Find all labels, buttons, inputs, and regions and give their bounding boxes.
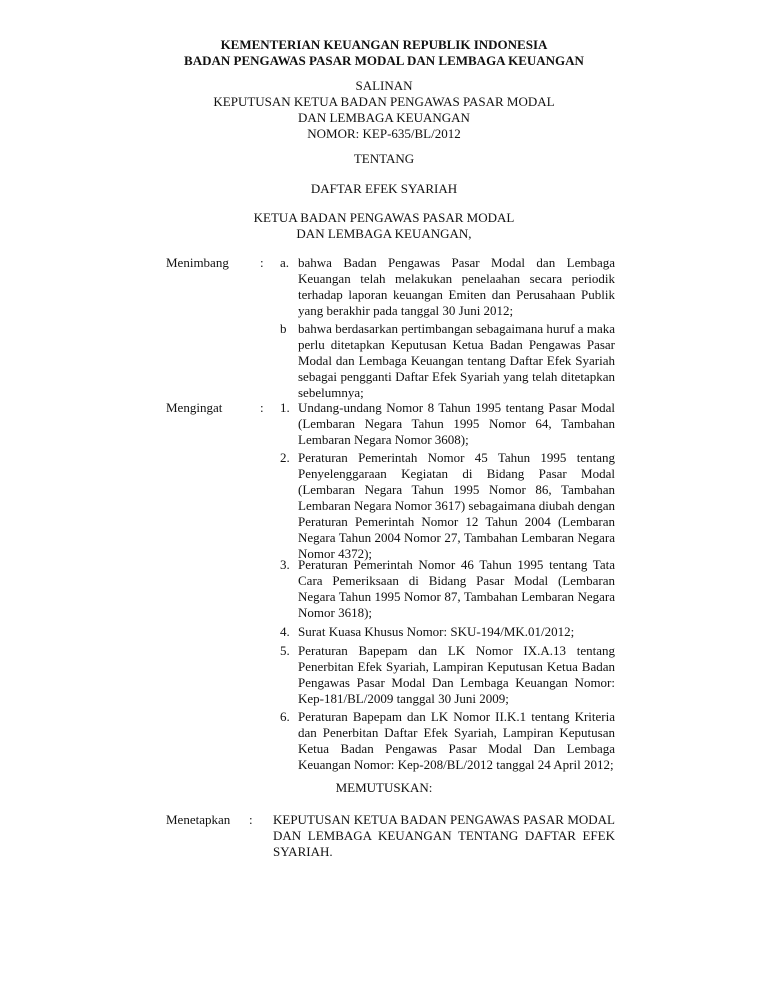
ketua-line-2: DAN LEMBAGA KEUANGAN, xyxy=(296,226,472,241)
mengingat-item-6 xyxy=(280,709,615,773)
mengingat-item-4 xyxy=(280,624,615,640)
menetapkan-label: Menetapkan xyxy=(166,812,231,827)
decree-title xyxy=(0,78,768,142)
mengingat-colon: : xyxy=(260,400,264,415)
title-line-2: DAN LEMBAGA KEUANGAN xyxy=(298,110,470,125)
item-marker: a. xyxy=(280,255,290,270)
tentang-label: TENTANG xyxy=(353,151,415,166)
header-line-2: BADAN PENGAWAS PASAR MODAL DAN LEMBAGA KEUANGAN xyxy=(184,53,584,68)
item-text: bahwa Badan Pengawas Pasar Modal dan Lembaga Keuangan telah melakukan penelaahan secara periodik terhadap laporan keuangan Emiten dan Perusahaan Publik yang berakhir pada tanggal 30 Juni 2012; xyxy=(298,255,615,318)
item-text: bahwa berdasarkan pertimbangan sebagaimana huruf a maka perlu ditetapkan Keputusan Ketua Badan Pengawas Pasar Modal dan Lembaga Keuangan tentang Daftar Efek Syariah sebagai pengganti Daftar Efek Syariah yang telah ditetapkan sebelumnya; xyxy=(298,321,615,400)
item-marker: 3. xyxy=(280,557,290,572)
menimbang-label: Menimbang xyxy=(166,255,229,270)
item-marker: 6. xyxy=(280,709,290,724)
header-line-1: KEMENTERIAN KEUANGAN REPUBLIK INDONESIA xyxy=(220,37,548,52)
memutuskan-heading: MEMUTUSKAN: xyxy=(335,780,433,795)
salinan-label: SALINAN xyxy=(355,78,413,93)
ministry-header xyxy=(0,37,768,69)
ketua-line-1: KETUA BADAN PENGAWAS PASAR MODAL xyxy=(253,210,515,225)
item-text: Peraturan Bapepam dan LK Nomor II.K.1 tentang Kriteria dan Penerbitan Daftar Efek Syariah, Lampiran Keputusan Ketua Badan Pengawas Pasar Modal Dan Lembaga Keuangan Nomor: Kep-208/BL/2012 tanggal 24 April 2012; xyxy=(298,709,615,772)
decree-subject: DAFTAR EFEK SYARIAH xyxy=(310,181,458,196)
item-text: Surat Kuasa Khusus Nomor: SKU-194/MK.01/2012; xyxy=(298,624,575,639)
menetapkan-colon: : xyxy=(249,812,253,827)
menetapkan-text: KEPUTUSAN KETUA BADAN PENGAWAS PASAR MODAL DAN LEMBAGA KEUANGAN TENTANG DAFTAR EFEK SYARIAH. xyxy=(273,812,615,859)
item-text: Peraturan Pemerintah Nomor 46 Tahun 1995 tentang Tata Cara Pemeriksaan di Bidang Pasar Modal (Lembaran Negara Tahun 1995 Nomor 87, Tambahan Lembaran Negara Nomor 3618); xyxy=(298,557,615,620)
mengingat-item-2 xyxy=(280,450,615,562)
item-marker: 2. xyxy=(280,450,290,465)
menimbang-colon: : xyxy=(260,255,264,270)
item-marker: b xyxy=(280,321,287,336)
menimbang-item-b xyxy=(280,321,615,401)
mengingat-item-3 xyxy=(280,557,615,621)
item-marker: 5. xyxy=(280,643,290,658)
menimbang-item-a xyxy=(280,255,615,319)
title-line-1: KEPUTUSAN KETUA BADAN PENGAWAS PASAR MODAL xyxy=(213,94,555,109)
item-text: Peraturan Pemerintah Nomor 45 Tahun 1995 tentang Penyelenggaraan Kegiatan di Bidang Pasar Modal (Lembaran Negara Tahun 1995 Nomor 86, Tambahan Lembaran Negara Nomor 3617) sebagaimana diubah dengan Peraturan Pemerintah Nomor 12 Tahun 2004 (Lembaran Negara Tahun 2004 Nomor 27, Tambahan Lembaran Negara Nomor 4372); xyxy=(298,450,615,561)
item-marker: 1. xyxy=(280,400,290,415)
mengingat-item-5 xyxy=(280,643,615,707)
item-text: Undang-undang Nomor 8 Tahun 1995 tentang Pasar Modal (Lembaran Negara Tahun 1995 Nomor 64, Tambahan Lembaran Negara Nomor 3608); xyxy=(298,400,615,447)
mengingat-item-1 xyxy=(280,400,615,448)
item-text: Peraturan Bapepam dan LK Nomor IX.A.13 tentang Penerbitan Efek Syariah, Lampiran Keputusan Ketua Badan Pengawas Pasar Modal Dan Lembaga Keuangan Nomor: Kep-181/BL/2009 tanggal 30 Juni 2009; xyxy=(298,643,615,706)
ketua-heading xyxy=(0,210,768,242)
mengingat-label: Mengingat xyxy=(166,400,223,415)
decree-number: NOMOR: KEP-635/BL/2012 xyxy=(307,126,461,141)
item-marker: 4. xyxy=(280,624,290,639)
